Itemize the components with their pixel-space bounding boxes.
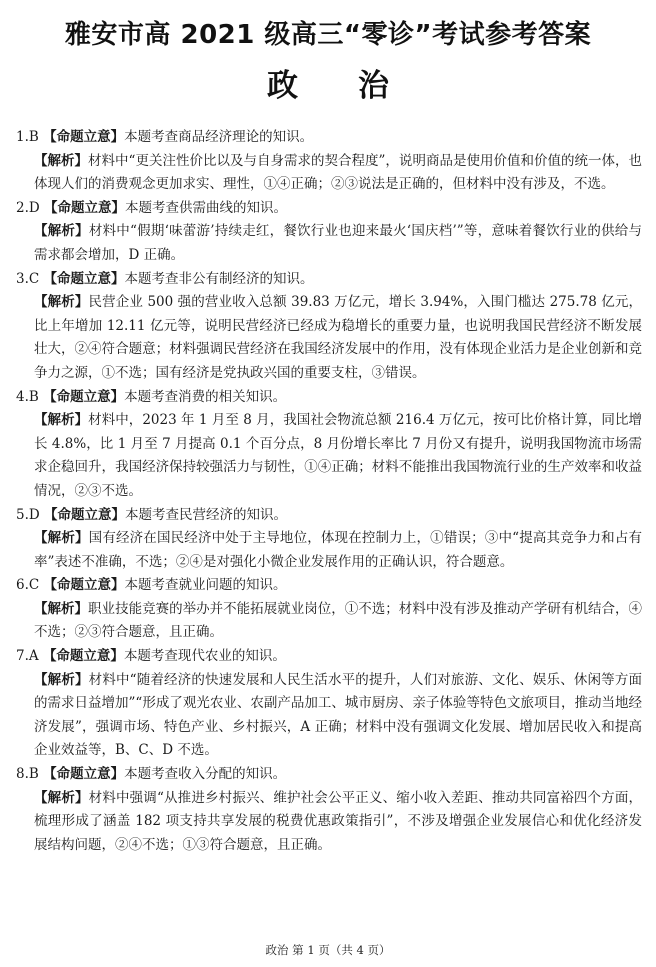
intent-text: 本题考查非公有制经济的知识。: [124, 270, 314, 287]
question-header: [16, 574, 642, 598]
page-footer: 政治 第 1 页（共 4 页）: [265, 943, 391, 957]
intent-text: 本题考查民营经济的知识。: [125, 506, 288, 523]
intent-text: 本题考查消费的相关知识。: [124, 388, 287, 405]
question-header: [16, 126, 642, 150]
intent-text: 本题考查收入分配的知识。: [124, 766, 287, 783]
intent-text: 本题考查就业问题的知识。: [124, 577, 287, 594]
intent-text: 本题考查商品经济理论的知识。: [124, 129, 314, 145]
analysis-text: 材料中强调“从推进乡村振兴、维护社会公平正义、缩小收入差距、推动共同富裕四个方面，梳理形成了涵盖 182 项支持共享发展的税费优惠政策指引”，不涉及增强企业发展信心和优化经济发展结构问题，②④不选；①③符合题意，且正确。: [34, 789, 643, 853]
analysis-tag: 【解析】: [34, 223, 89, 240]
analysis-paragraph: [16, 291, 642, 385]
analysis-text: 材料中“随着经济的快速发展和人民生活水平的提升，人们对旅游、文化、娱乐、休闲等方面的需求日益增加”“形成了观光农业、农副产品加工、城市厨房、亲子体验等特色文旅项目，推动当地经济发展”，强调市场、特色产业、乡村振兴，A 正确；材料中没有强调文化发展、增加居民收入和提高企业效益等，B、C、D 不选。: [34, 671, 643, 759]
answer-number: 5.D: [16, 506, 40, 523]
analysis-text: 材料中，2023 年 1 月至 8 月，我国社会物流总额 216.4 万亿元，按可比价格计算，同比增长 4.8%，比 1 月至 7 月提高 0.1 个百分点，8 月份增长率比 7 月份又有提升，说明我国物流市场需求企稳回升，我国经济保持较强活力与韧性，①④正确；材料不能推出我国物流行业的生产效率和收益情况，②③不选。: [34, 412, 642, 499]
answer-item: [16, 126, 642, 197]
question-header: [16, 386, 642, 410]
intent-tag: 【命题立意】: [43, 270, 125, 287]
intent-text: 本题考查供需曲线的知识。: [125, 199, 288, 216]
analysis-tag: 【解析】: [34, 530, 89, 547]
analysis-tag: 【解析】: [34, 152, 89, 169]
analysis-text: 材料中“更关注性价比以及与自身需求的契合程度”，说明商品是使用价值和价值的统一体，也体现人们的消费观念更加求实、理性，①④正确；②③说法是正确的，但材料中没有涉及，不选。: [34, 152, 643, 193]
analysis-text: 材料中“假期‘味蕾游’持续走红，餐饮行业也迎来最火‘国庆档’”等，意味着餐饮行业的供给与需求都会增加，D 正确。: [34, 223, 643, 263]
answer-number: 4.B: [16, 388, 39, 405]
answer-item: [16, 763, 642, 857]
subject-char-left: 政: [267, 68, 298, 104]
analysis-text: 国有经济在国民经济中处于主导地位，体现在控制力上，①错误；③中“提高其竞争力和占有率”表述不准确，不选；②④是对强化小微企业发展作用的正确认识，符合题意。: [34, 530, 643, 570]
answer-item: [16, 197, 642, 268]
answer-number: 7.A: [16, 648, 39, 665]
analysis-paragraph: [16, 527, 642, 574]
intent-tag: 【命题立意】: [43, 129, 125, 145]
answer-item: [16, 645, 642, 763]
analysis-tag: 【解析】: [34, 294, 89, 311]
analysis-paragraph: [16, 150, 642, 197]
intent-tag: 【命题立意】: [43, 388, 125, 405]
analysis-paragraph: [16, 409, 642, 503]
intent-tag: 【命题立意】: [44, 199, 126, 216]
analysis-tag: 【解析】: [34, 789, 89, 806]
answer-item: [16, 504, 642, 575]
answer-item: [16, 386, 642, 504]
question-header: [16, 645, 642, 669]
question-header: [16, 763, 642, 787]
answer-list: [16, 126, 642, 857]
subject-heading: [0, 60, 656, 105]
answer-item: [16, 574, 642, 645]
intent-text: 本题考查现代农业的知识。: [123, 648, 286, 665]
analysis-text: 职业技能竞赛的举办并不能拓展就业岗位，①不选；材料中没有涉及推动产学研有机结合，④不选；②③符合题意，且正确。: [34, 600, 643, 641]
analysis-tag: 【解析】: [34, 600, 89, 617]
analysis-paragraph: [16, 787, 642, 858]
intent-tag: 【命题立意】: [44, 506, 126, 523]
analysis-paragraph: [16, 220, 642, 267]
intent-tag: 【命题立意】: [43, 766, 125, 783]
page-title: 雅安市高 2021 级高三“零诊”考试参考答案: [64, 20, 592, 50]
analysis-paragraph: [16, 598, 642, 645]
question-header: [16, 504, 642, 528]
answer-number: 1.B: [16, 129, 39, 145]
analysis-text: 民营企业 500 强的营业收入总额 39.83 万亿元，增长 3.94%，入围门槛达 275.78 亿元，比上年增加 12.11 亿元等，说明民营经济已经成为稳增长的重要力量，也说明我国民营经济不断发展壮大，②④符合题意；材料强调民营经济在我国经济发展中的作用，没有体现企业活力是企业创新和竞争力之源，①不选；国有经济是党执政兴国的重要支柱，③错误。: [34, 294, 643, 381]
answer-number: 2.D: [16, 199, 40, 216]
analysis-tag: 【解析】: [34, 671, 89, 688]
answer-number: 8.B: [16, 766, 39, 783]
analysis-tag: 【解析】: [34, 412, 89, 429]
answer-item: [16, 268, 642, 386]
answer-number: 3.C: [16, 270, 40, 287]
intent-tag: 【命题立意】: [42, 648, 124, 665]
subject-char-right: 治: [358, 68, 389, 104]
question-header: [16, 197, 642, 221]
question-header: [16, 268, 642, 292]
analysis-paragraph: [16, 669, 642, 763]
intent-tag: 【命题立意】: [43, 577, 125, 594]
answer-number: 6.C: [16, 577, 40, 594]
